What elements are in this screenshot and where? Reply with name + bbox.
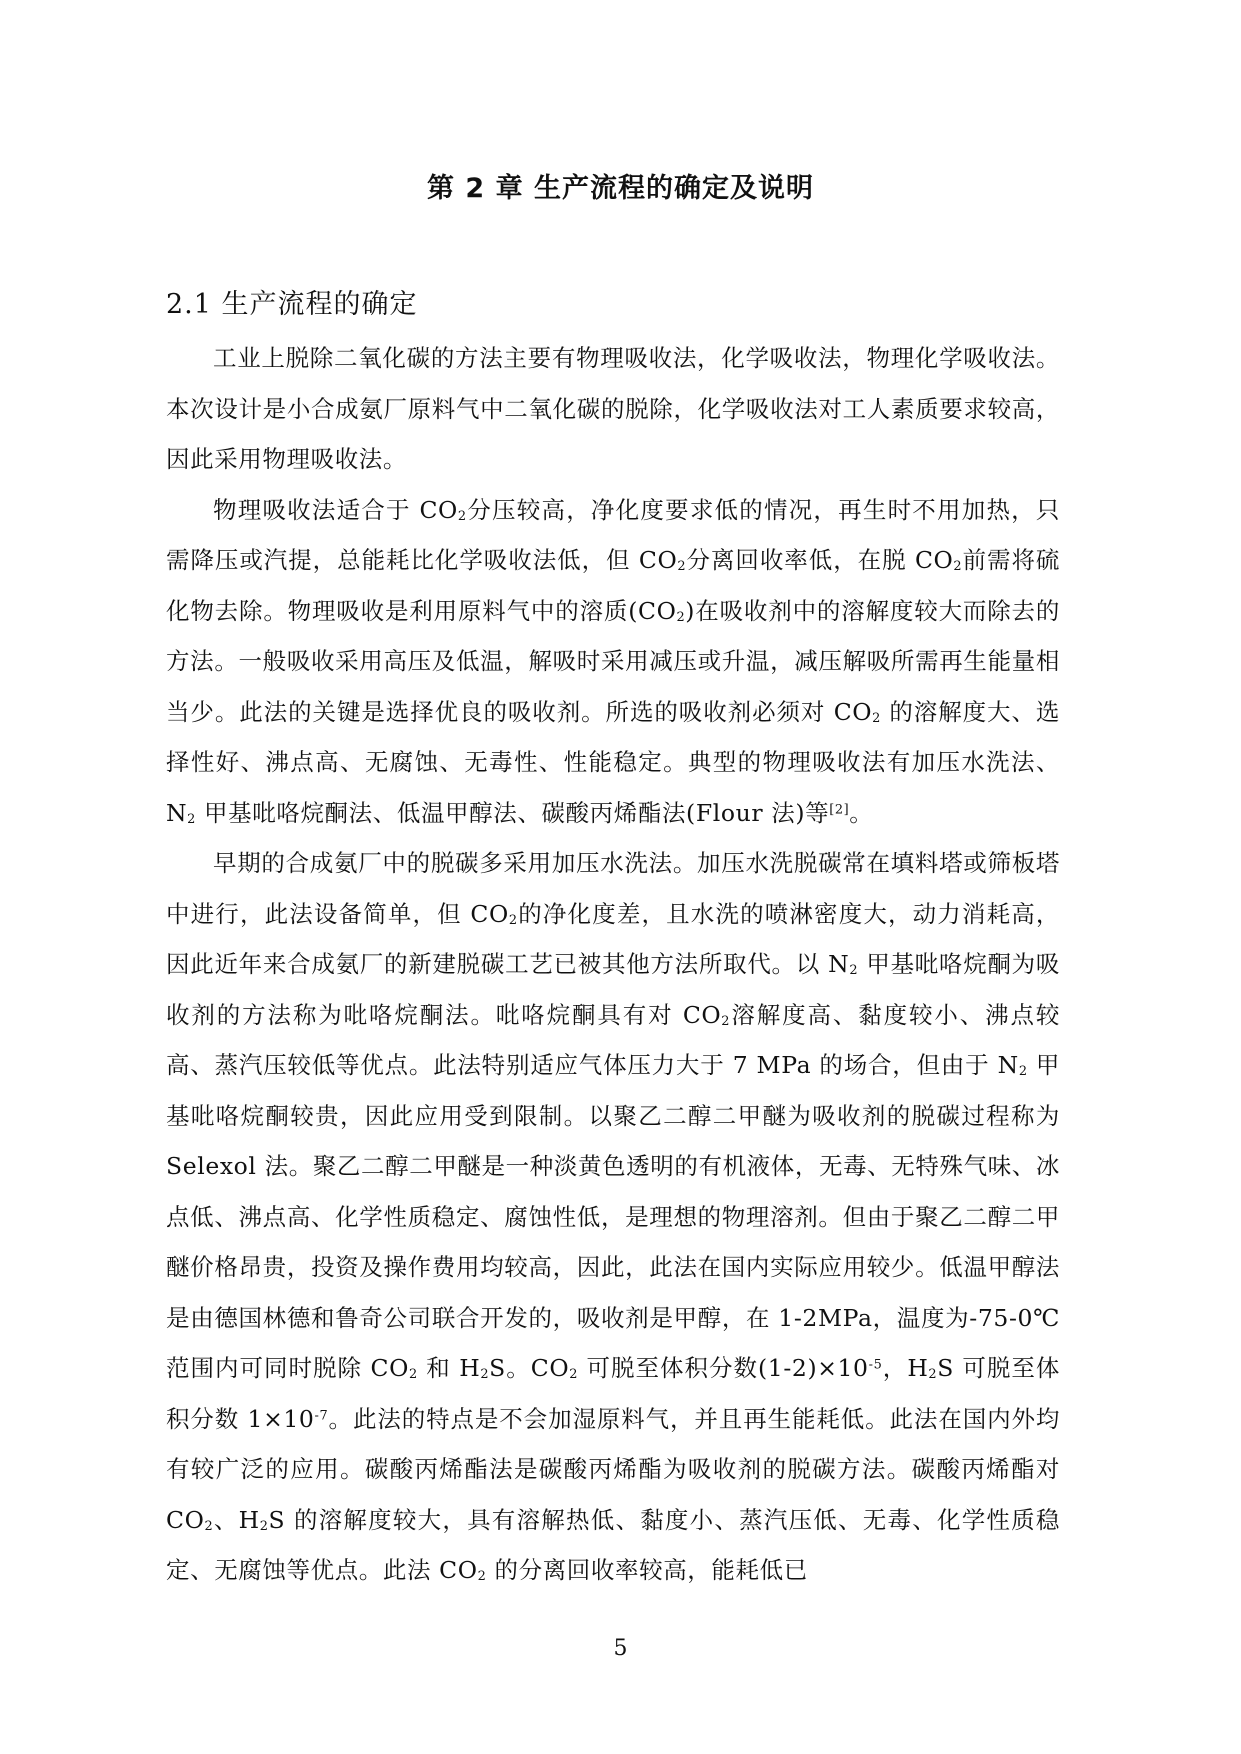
text-run: 和 H [417, 1354, 481, 1382]
section-heading: 2.1 生产流程的确定 [166, 289, 418, 320]
superscript: [2] [829, 801, 850, 817]
paragraph [166, 485, 1060, 839]
text-run: 工业上脱除二氧化碳的方法主要有物理吸收法，化学吸收法，物理化学吸收法。本次设计是小合成氨厂原料气中二氧化碳的脱除，化学吸收法对工人素质要求较高，因此采用物理吸收法。 [166, 344, 1060, 473]
text-run: 分压较高，净化度要求低的情况，再生时不用加热，只需降压或汽提，总能耗比化学吸收法低，但 CO [166, 495, 1060, 574]
text-run: 的溶解度大、选择性好、沸点高、无腐蚀、无毒性、性能稳定。典型的物理吸收法有加压水洗法、N [166, 697, 1060, 827]
text-run: 甲基吡咯烷酮法、低温甲醇法、碳酸丙烯酯法(Flour 法)等 [195, 798, 830, 827]
text-run: 甲基吡咯烷酮为吸收剂的方法称为吡咯烷酮法。吡咯烷酮具有对 CO [166, 950, 1060, 1029]
superscript: -7 [314, 1407, 329, 1423]
subscript: 2 [928, 1366, 938, 1382]
subscript: 2 [259, 1518, 269, 1534]
text-run: 的分离回收率较高，能耗低已 [486, 1556, 808, 1584]
text-run: 早期的合成氨厂中的脱碳多采用加压水洗法。加压水洗脱碳常在填料塔或筛板塔中进行，此法设备简单，但 CO [166, 849, 1060, 928]
text-run: 、H [213, 1505, 260, 1534]
paragraph [166, 333, 1060, 485]
subscript: 2 [480, 1366, 490, 1382]
subscript: 2 [508, 912, 518, 928]
text-run: 甲基吡咯烷酮较贵，因此应用受到限制。以聚乙二醇二甲醚为吸收剂的脱碳过程称为 Selexol 法。聚乙二醇二甲醚是一种淡黄色透明的有机液体，无毒、无特殊气味、冰点低、沸点高、化学性质稳定、腐蚀性低，是理想的物理溶剂。但由于聚乙二醇二甲醚价格昂贵，投资及操作费用均较高，因此，此法在国内实际应用较少。低温甲醇法是由德国林德和鲁奇公司联合开发的，吸收剂是甲醇，在 1-2MPa，温度为-75-0℃范围内可同时脱除 CO [166, 1051, 1061, 1382]
subscript: 2 [1018, 1063, 1028, 1079]
subscript: 2 [953, 558, 963, 574]
chapter-title: 第 2 章 生产流程的确定及说明 [427, 173, 814, 204]
text-run: 。 [849, 798, 874, 827]
page-number: 5 [613, 1636, 628, 1661]
subscript: 2 [204, 1518, 214, 1534]
subscript: 2 [477, 1568, 487, 1584]
subscript: 2 [187, 811, 196, 827]
body-text [166, 333, 1060, 1596]
superscript: -5 [868, 1357, 883, 1373]
subscript: 2 [408, 1366, 418, 1382]
subscript: 2 [457, 508, 467, 524]
text-run: S 可脱至体积分数 1×10 [166, 1354, 1061, 1433]
subscript: 2 [872, 710, 881, 726]
subscript: 2 [721, 1013, 731, 1029]
subscript: 2 [677, 558, 687, 574]
subscript: 2 [849, 962, 859, 978]
text-run: 。此法的特点是不会加湿原料气，并且再生能耗低。此法在国内外均有较广泛的应用。碳酸丙烯酯法是碳酸丙烯酯为吸收剂的脱碳方法。碳酸丙烯酯对 CO [166, 1404, 1060, 1534]
subscript: 2 [676, 609, 686, 625]
text-run: S。CO [489, 1354, 570, 1382]
text-run: 分离回收率低，在脱 CO [686, 546, 954, 574]
text-run: ，H [882, 1354, 929, 1382]
text-run: 前需将硫化物去除。物理吸收是利用原料气中的溶质(CO [166, 546, 1061, 625]
text-run: 可脱至体积分数(1-2)×10 [578, 1354, 869, 1382]
text-run: 的净化度差，且水洗的喷淋密度大，动力消耗高，因此近年来合成氨厂的新建脱碳工艺已被其他方法所取代。以 N [166, 899, 1060, 978]
text-run: 溶解度高、黏度较小、沸点较高、蒸汽压较低等优点。此法特别适应气体压力大于 7 MPa 的场合，但由于 N [166, 1000, 1060, 1079]
text-run: )在吸收剂中的溶解度较大而除去的方法。一般吸收采用高压及低温，解吸时采用减压或升温，减压解吸所需再生能量相当少。此法的关键是选择优良的吸收剂。所选的吸收剂必须对 CO [166, 596, 1060, 726]
text-run: S 的溶解度较大，具有溶解热低、黏度小、蒸汽压低、无毒、化学性质稳定、无腐蚀等优点。此法 CO [166, 1505, 1060, 1584]
text-run: 物理吸收法适合于 CO [213, 495, 458, 524]
subscript: 2 [569, 1366, 579, 1382]
paragraph [166, 838, 1060, 1596]
